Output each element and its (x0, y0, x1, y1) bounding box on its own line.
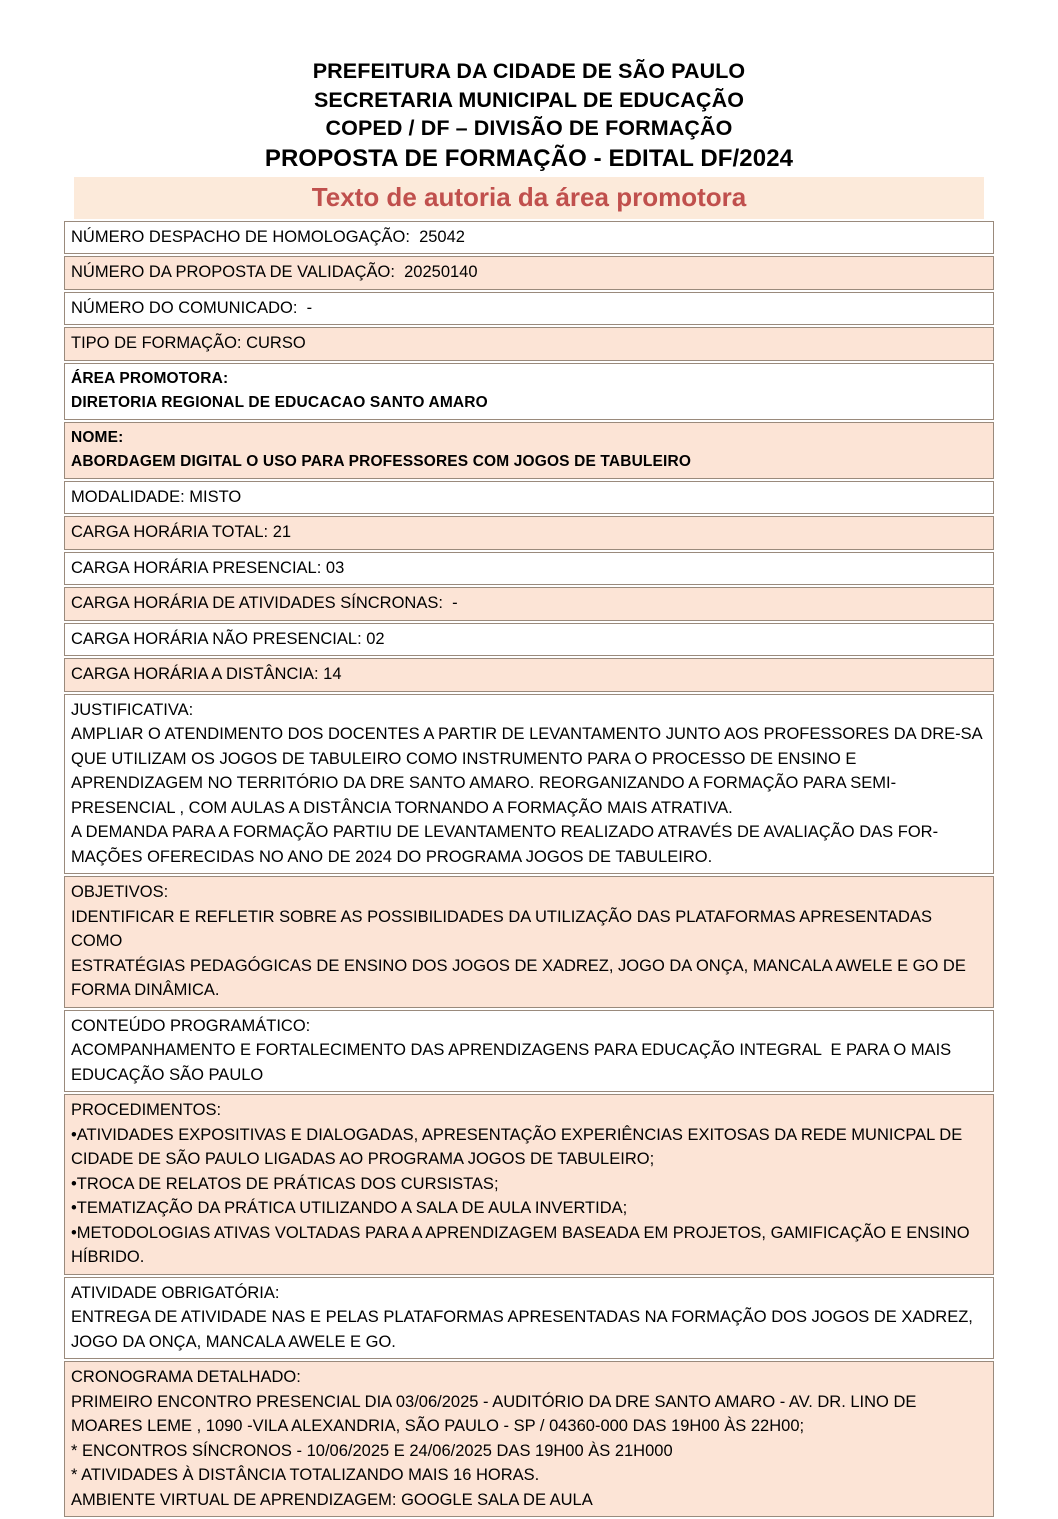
table-row-conteudo-programatico (64, 1010, 994, 1093)
title-banner (74, 177, 984, 219)
table-row-area-promotora (64, 363, 994, 420)
table-row-carga-horaria-atividades-sincronas (64, 587, 994, 621)
row-line: ATIVIDADE OBRIGATÓRIA: (71, 1283, 280, 1302)
row-line: CARGA HORÁRIA A DISTÂNCIA: 14 (71, 665, 342, 683)
row-line: PRIMEIRO ENCONTRO PRESENCIAL DIA 03/06/2025 - AUDITÓRIO DA DRE SANTO AMARO - AV. DR. LINO DE (71, 1392, 917, 1411)
row-line: PROCEDIMENTOS: (71, 1101, 222, 1119)
row-line: CARGA HORÁRIA DE ATIVIDADES SÍNCRONAS: - (71, 594, 458, 612)
header-line-prefeitura: PREFEITURA DA CIDADE DE SÃO PAULO (312, 59, 746, 83)
row-line: IDENTIFICAR E REFLETIR SOBRE AS POSSIBILIDADES DA UTILIZAÇÃO DAS PLATAFORMAS APRESENTADAS COMO (71, 907, 937, 950)
row-line: JOGO DA ONÇA, MANCALA AWELE E GO. (71, 1332, 396, 1351)
table-row-numero-comunicado (64, 292, 994, 326)
row-line: APRENDIZAGEM NO TERRITÓRIO DA DRE SANTO AMARO. REORGANIZANDO A FORMAÇÃO PARA SEMI- (71, 774, 897, 792)
table-row-tipo-de-formacao (64, 327, 994, 361)
row-line: CARGA HORÁRIA TOTAL: 21 (71, 523, 292, 541)
table-row-objetivos (64, 876, 994, 1008)
row-line: NÚMERO DA PROPOSTA DE VALIDAÇÃO: 20250140 (71, 263, 478, 281)
table-row-carga-horaria-presencial (64, 552, 994, 586)
row-line: PRESENCIAL , COM AULAS A DISTÂNCIA TORNANDO A FORMAÇÃO MAIS ATRATIVA. (71, 798, 733, 817)
row-line: OBJETIVOS: (71, 883, 169, 901)
row-line: ENTREGA DE ATIVIDADE NAS E PELAS PLATAFORMAS APRESENTADAS NA FORMAÇÃO DOS JOGOS DE XADREZ, (71, 1308, 973, 1326)
row-line: MAÇÕES OFERECIDAS NO ANO DE 2024 DO PROGRAMA JOGOS DE TABULEIRO. (71, 847, 713, 866)
row-line: AMPLIAR O ATENDIMENTO DOS DOCENTES A PARTIR DE LEVANTAMENTO JUNTO AOS PROFESSORES DA DRE-SA (71, 725, 983, 743)
row-line: CIDADE DE SÃO PAULO LIGADAS AO PROGRAMA JOGOS DE TABULEIRO; (71, 1150, 655, 1168)
row-line: CRONOGRAMA DETALHADO: (71, 1368, 301, 1386)
page-title: Texto de autoria da área promotora (311, 181, 747, 212)
row-line: FORMA DINÂMICA. (71, 981, 220, 999)
row-line: * ENCONTROS SÍNCRONOS - 10/06/2025 E 24/06/2025 DAS 19H00 ÀS 21H000 (71, 1441, 673, 1460)
table-row-numero-despacho-homologacao (64, 221, 994, 255)
header-line-secretaria: SECRETARIA MUNICIPAL DE EDUCAÇÃO (313, 87, 745, 112)
row-line: AMBIENTE VIRTUAL DE APRENDIZAGEM: GOOGLE SALA DE AULA (71, 1490, 593, 1509)
row-line: CONTEÚDO PROGRAMÁTICO: (71, 1016, 311, 1035)
table-row-modalidade (64, 481, 994, 515)
table-row-atividade-obrigatoria (64, 1277, 994, 1360)
row-line: •TEMATIZAÇÃO DA PRÁTICA UTILIZANDO A SALA DE AULA INVERTIDA; (71, 1199, 628, 1217)
row-line: * ATIVIDADES À DISTÂNCIA TOTALIZANDO MAIS 16 HORAS. (71, 1466, 540, 1484)
row-line: CARGA HORÁRIA NÃO PRESENCIAL: 02 (71, 629, 385, 648)
document-header (0, 0, 1058, 174)
row-line: MODALIDADE: MISTO (71, 487, 242, 506)
row-line: CARGA HORÁRIA PRESENCIAL: 03 (71, 558, 345, 577)
row-line: ABORDAGEM DIGITAL O USO PARA PROFESSORES COM JOGOS DE TABULEIRO (71, 452, 692, 470)
row-line: NOME: (71, 428, 124, 446)
table-row-procedimentos (64, 1094, 994, 1275)
table-row-carga-horaria-a-distancia (64, 658, 994, 692)
table-row-numero-proposta-validacao (64, 256, 994, 290)
row-line: EDUCAÇÃO SÃO PAULO (71, 1065, 264, 1084)
table-row-justificativa (64, 694, 994, 875)
header-line-coped: COPED / DF – DIVISÃO DE FORMAÇÃO (325, 116, 733, 140)
row-line: NÚMERO DO COMUNICADO: - (71, 298, 313, 317)
header-line-proposta: PROPOSTA DE FORMAÇÃO - EDITAL DF/2024 (264, 144, 794, 172)
row-line: NÚMERO DESPACHO DE HOMOLOGAÇÃO: 25042 (71, 227, 465, 246)
row-line: •METODOLOGIAS ATIVAS VOLTADAS PARA A APRENDIZAGEM BASEADA EM PROJETOS, GAMIFICAÇÃO E ENSINO (71, 1223, 970, 1242)
row-line: HÍBRIDO. (71, 1248, 145, 1266)
table-row-cronograma-detalhado (64, 1361, 994, 1517)
row-line: ACOMPANHAMENTO E FORTALECIMENTO DAS APRENDIZAGENS PARA EDUCAÇÃO INTEGRAL E PARA O MAIS (71, 1041, 952, 1059)
table-row-carga-horaria-total (64, 516, 994, 550)
row-line: JUSTIFICATIVA: (71, 700, 194, 719)
row-line: TIPO DE FORMAÇÃO: CURSO (71, 334, 306, 352)
row-line: ESTRATÉGIAS PEDAGÓGICAS DE ENSINO DOS JOGOS DE XADREZ, JOGO DA ONÇA, MANCALA AWELE E GO DE (71, 956, 966, 975)
table-row-nome-da-formacao (64, 422, 994, 479)
proposal-table (64, 219, 994, 1518)
row-line: ÁREA PROMOTORA: (71, 369, 229, 387)
row-line: A DEMANDA PARA A FORMAÇÃO PARTIU DE LEVANTAMENTO REALIZADO ATRAVÉS DE AVALIAÇÃO DAS FOR- (71, 823, 939, 841)
table-row-carga-horaria-nao-presencial (64, 623, 994, 657)
row-line: •TROCA DE RELATOS DE PRÁTICAS DOS CURSISTAS; (71, 1174, 499, 1193)
row-line: MOARES LEME , 1090 -VILA ALEXANDRIA, SÃO PAULO - SP / 04360-000 DAS 19H00 ÀS 22H00; (71, 1417, 805, 1435)
row-line: QUE UTILIZAM OS JOGOS DE TABULEIRO COMO INSTRUMENTO PARA O PROCESSO DE ENSINO E (71, 749, 857, 768)
row-line: •ATIVIDADES EXPOSITIVAS E DIALOGADAS, APRESENTAÇÃO EXPERIÊNCIAS EXITOSAS DA REDE MUNICPAL DE (71, 1125, 963, 1144)
row-line: DIRETORIA REGIONAL DE EDUCACAO SANTO AMARO (71, 393, 488, 411)
